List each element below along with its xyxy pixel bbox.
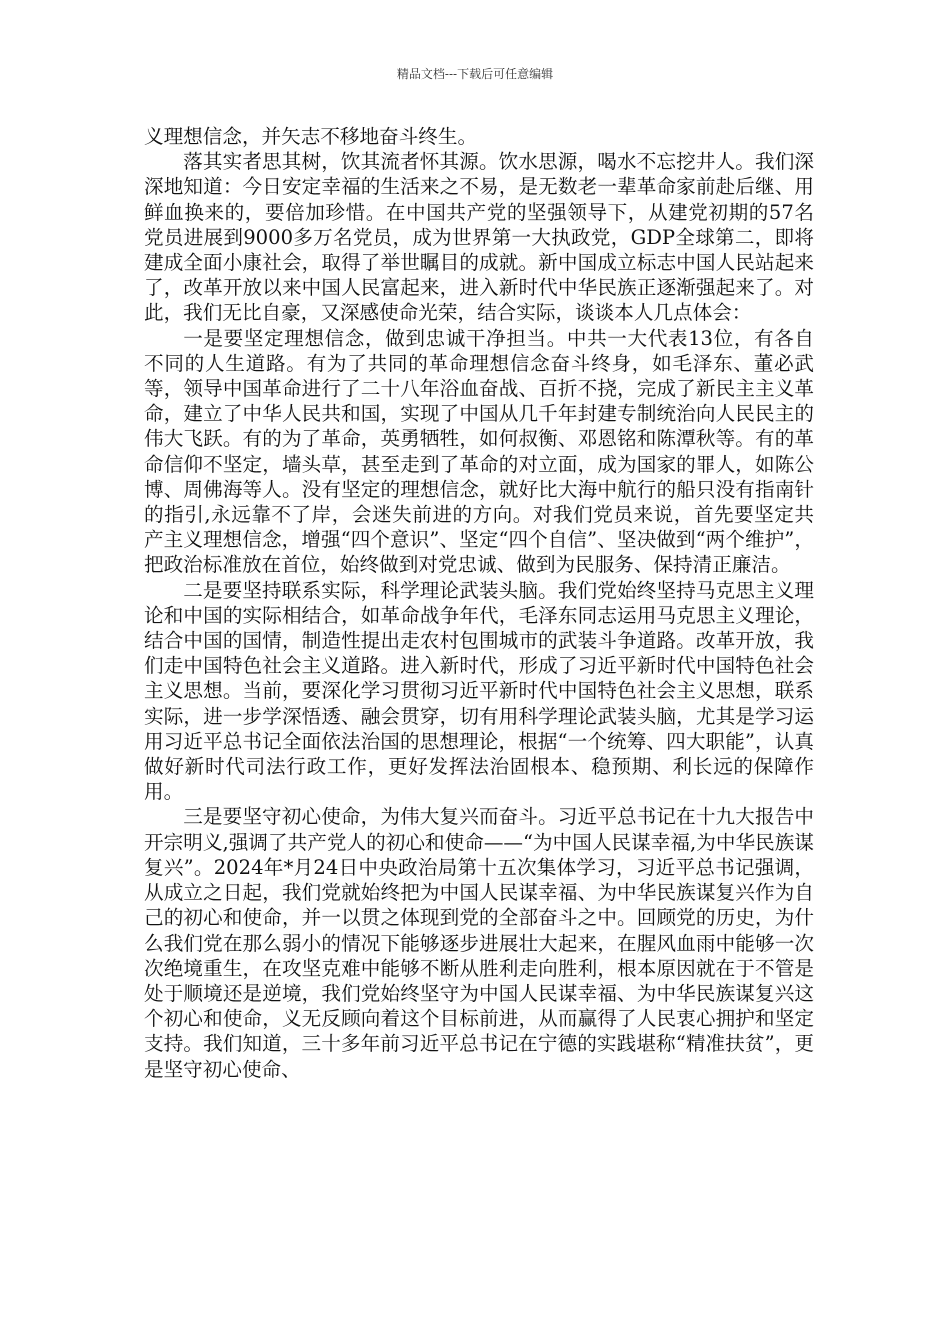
- page-header: 精品文档---下载后可任意编辑: [396, 67, 554, 81]
- document-body: [144, 124, 814, 1082]
- paragraph-intro: 落其实者思其树，饮其流者怀其源。饮水思源，喝水不忘挖井人。我们深深地知道：今日安定幸福的生活来之不易，是无数老一辈革命家前赴后继、用鲜血换来的，要倍加珍惜。在中国共产党的坚强领导下，从建党初期的57名党员进展到9000多万名党员，成为世界第一大执政党，GDP全球第二，即将建成全面小康社会，取得了举世瞩目的成就。新中国成立标志中国人民站起来了，改革开放以来中国人民富起来，进入新时代中华民族正逐渐强起来了。对此，我们无比自豪，又深感使命光荣，结合实际，谈谈本人几点体会：: [144, 150, 814, 325]
- paragraph-point-two: 二是要坚持联系实际，科学理论武装头脑。我们党始终坚持马克思主义理论和中国的实际相结合，如革命战争年代，毛泽东同志运用马克思主义理论，结合中国的国情，制造性提出走农村包围城市的武装斗争道路。改革开放，我们走中国特色社会主义道路。进入新时代，形成了习近平新时代中国特色社会主义思想。当前，要深化学习贯彻习近平新时代中国特色社会主义思想，联系实际，进一步学深悟透、融会贯穿，切有用科学理论武装头脑，尤其是学习运用习近平总书记全面依法治国的思想理论，根据“一个统筹、四大职能”，认真做好新时代司法行政工作，更好发挥法治固根本、稳预期、利长远的保障作用。: [144, 578, 814, 804]
- paragraph-point-three: 三是要坚守初心使命，为伟大复兴而奋斗。习近平总书记在十九大报告中开宗明义,强调了共产党人的初心和使命——“为中国人民谋幸福,为中华民族谋复兴”。2024年*月24日中央政治局第十五次集体学习，习近平总书记强调，从成立之日起，我们党就始终把为中国人民谋幸福、为中华民族谋复兴作为自己的初心和使命，并一以贯之体现到党的全部奋斗之中。回顾党的历史，为什么我们党在那么弱小的情况下能够逐步进展壮大起来，在腥风血雨中能够一次次绝境重生，在攻坚克难中能够不断从胜利走向胜利，根本原因就在于不管是处于顺境还是逆境，我们党始终坚守为中国人民谋幸福、为中华民族谋复兴这个初心和使命，义无反顾向着这个目标前进，从而赢得了人民衷心拥护和坚定支持。我们知道，三十多年前习近平总书记在宁德的实践堪称“精准扶贫”，更是坚守初心使命、: [144, 805, 814, 1081]
- paragraph-point-one: 一是要坚定理想信念，做到忠诚干净担当。中共一大代表13位，有各自不同的人生道路。有为了共同的革命理想信念奋斗终身，如毛泽东、董必武等，领导中国革命进行了二十八年浴血奋战、百折不挠，完成了新民主主义革命，建立了中华人民共和国，实现了中国从几千年封建专制统治向人民民主的伟大飞跃。有的为了革命，英勇牺牲，如何叔衡、邓恩铭和陈潭秋等。有的革命信仰不坚定，墙头草，甚至走到了革命的对立面，成为国家的罪人，如陈公博、周佛海等人。没有坚定的理想信念，就好比大海中航行的船只没有指南针的指引,永远靠不了岸，会迷失前进的方向。对我们党员来说，首先要坚定共产主义理想信念，增强“四个意识”、坚定“四个自信”、坚决做到“两个维护”，把政治标准放在首位，始终做到对党忠诚、做到为民服务、保持清正廉洁。: [144, 326, 814, 577]
- paragraph-continuation: 义理想信念，并矢志不移地奋斗终生。: [144, 125, 478, 148]
